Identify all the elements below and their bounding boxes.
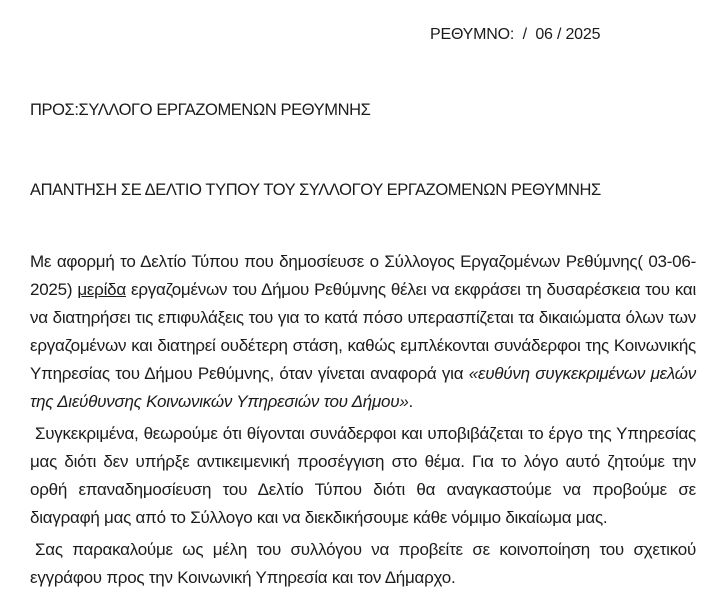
paragraph-1-text-start: Με αφορμή το Δελτίο Τύπου που δημοσίευσε ο Σύλλογος Εργαζομένων Ρεθύμνης( 03-06-2025)	[30, 252, 696, 299]
paragraph-1-text-middle: εργαζομένων του Δήμου Ρεθύμνης θέλει να εκφράσει τη δυσαρέσκεια του και να διατηρήσει τις επιφυλάξεις του για το κατά πόσο υπερασπίζεται τα δικαιώματα όλων των εργαζομένων και διατηρεί ουδέτερη στάση, καθώς εμπλέκονται συνάδερφοι της Κοινωνικής Υπηρεσίας του Δήμου Ρεθύμνης, όταν γίνεται αναφορά για	[30, 280, 697, 383]
document-title: ΑΠΑΝΤΗΣΗ ΣΕ ΔΕΛΤΙΟ ΤΥΠΟΥ ΤΟΥ ΣΥΛΛΟΓΟΥ ΕΡΓΑΖΟΜΕΝΩΝ ΡΕΘΥΜΝΗΣ	[30, 181, 601, 199]
paragraph-2: Συγκεκριμένα, θεωρούμε ότι θίγονται συνάδερφοι και υποβιβάζεται το έργο της Υπηρεσίας μας διότι δεν υπήρξε αντικειμενική προσέγγιση στο θέμα. Για το λόγο αυτό ζητούμε την ορθή επαναδημοσίευση του Δελτίο Τύπου διότι θα αναγκαστούμε να προβούμε σε διαγραφή μας από το Σύλλογο και να διεκδικήσουμε κάθε νόμιμο δικαίωμα μας.	[30, 424, 696, 527]
paragraph-1-quoted-italic-text: «ευθύνη συγκεκριμένων μελών της Διεύθυνσης Κοινωνικών Υπηρεσιών του Δήμου»	[30, 364, 696, 411]
paragraph-3: Σας παρακαλούμε ως μέλη του συλλόγου να προβείτε σε κοινοποίηση του σχετικού εγγράφου προς την Κοινωνική Υπηρεσία και τον Δήμαρχο.	[30, 540, 696, 587]
paragraph-1-text-end: .	[408, 392, 414, 411]
recipient-line: ΠΡΟΣ:ΣΥΛΛΟΓΟ ΕΡΓΑΖΟΜΕΝΩΝ ΡΕΘΥΜΝΗΣ	[30, 101, 371, 119]
date-line: ΡΕΘΥΜΝΟ: / 06 / 2025	[430, 26, 601, 43]
paragraph-1-underlined-word: μερίδα	[77, 280, 126, 299]
paragraph-1	[30, 248, 696, 416]
